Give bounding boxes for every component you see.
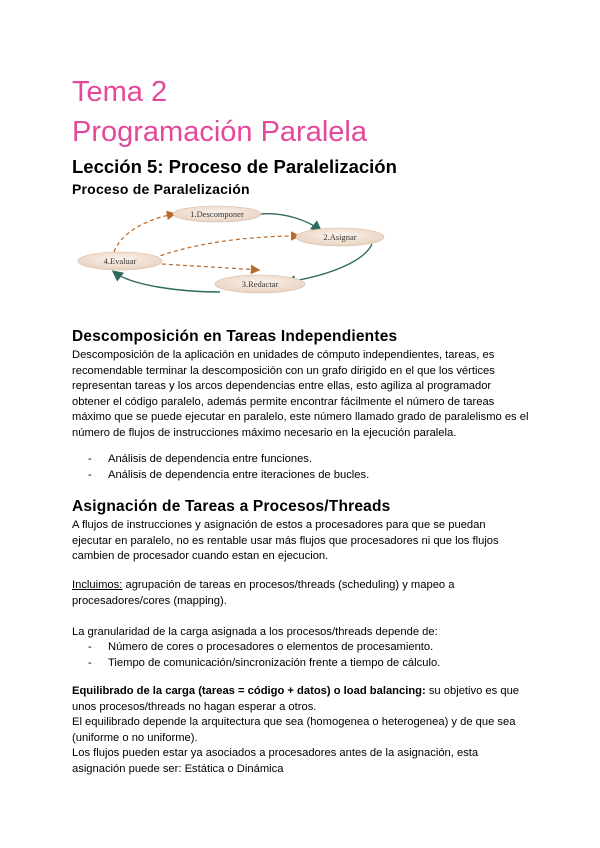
section1-bullet-list: [88, 452, 369, 483]
list-item: [88, 468, 369, 484]
arrow-evaluar-redactar: [162, 264, 258, 270]
paragraph-line: Los flujos pueden estar ya asociados a procesadores antes de la asignación, esta: [72, 747, 479, 759]
bullet-dash: -: [88, 656, 92, 669]
lesson-heading: Lección 5: Proceso de Paralelización: [72, 156, 397, 177]
list-item-text: Análisis de dependencia entre funciones.: [108, 453, 313, 465]
parallelization-cycle-diagram: [72, 200, 402, 310]
list-item: [88, 640, 440, 656]
list-item-text: Tiempo de comunicación/sincronización frente a tiempo de cálculo.: [108, 656, 441, 669]
paragraph-line: procesadores/cores (mapping).: [72, 594, 227, 607]
list-item: [88, 452, 369, 468]
node-evaluar-label: 4.Evaluar: [103, 256, 137, 266]
load-balancing-paragraph: [72, 684, 542, 777]
granularity-line: La granularidad de la carga asignada a los procesos/threads depende de:: [72, 626, 438, 638]
section1-paragraph: [72, 348, 532, 441]
arrow-evaluar-asignar: [154, 236, 298, 258]
paragraph-line: obtener el código paralelo, además permite encontrar fácilmente el número de tareas: [72, 395, 495, 408]
bullet-dash: -: [88, 468, 92, 481]
arrow-descomponer-asignar: [260, 214, 320, 230]
arrow-evaluar-descomponer: [114, 214, 174, 252]
include-text: agrupación de tareas en procesos/threads (scheduling) y mapeo a: [122, 579, 455, 591]
arrow-asignar-redactar: [287, 244, 372, 282]
node-descomponer: [173, 206, 261, 222]
section1-heading: Descomposición en Tareas Independientes: [72, 328, 398, 345]
paragraph-line: El equilibrado depende la arquitectura que sea (homogenea o heterogenea) y de que sea: [72, 716, 516, 728]
paragraph-line: [72, 684, 542, 700]
paragraph-line: A flujos de instrucciones y asignación de estos a procesadores para que se puedan: [72, 519, 486, 531]
list-item-text: Número de cores o procesadores o elementos de procesamiento.: [108, 641, 434, 653]
section2-include: [72, 578, 532, 609]
paragraph-line: recomendable terminar la descomposición con un grafo dirigido en el que los vértices: [72, 364, 495, 377]
paragraph-line: ejecutar en paralelo, no es rentable usar más flujos que procesadores ni que los flujos: [72, 534, 499, 547]
node-evaluar: [78, 252, 162, 270]
section2-intro: [72, 518, 532, 565]
paragraph-line: (uniforme o no uniforme).: [72, 731, 198, 744]
bullet-dash: -: [88, 453, 92, 465]
list-item-text: Análisis de dependencia entre iteraciones de bucles.: [108, 468, 370, 481]
section2-bullet-list: [88, 640, 440, 671]
node-redactar: [215, 275, 305, 293]
paragraph-line: unos procesos/threads no hagan esperar a otros.: [72, 700, 317, 713]
bullet-dash: -: [88, 641, 92, 653]
include-label: Incluimos:: [72, 579, 123, 591]
paragraph-line: cambien de procesador cuando estan en ejecucion.: [72, 550, 329, 562]
paragraph-line: número de flujos de instrucciones máximo necesario en la ejecución paralela.: [72, 426, 457, 439]
node-descomponer-label: 1.Descomponer: [190, 209, 244, 219]
list-item: [88, 656, 440, 672]
node-redactar-label: 3.Redactar: [241, 279, 279, 289]
load-balancing-text: su objetivo es que: [425, 685, 520, 697]
node-asignar: [296, 228, 384, 246]
paragraph-line: asignación puede ser: Estática o Dinámica: [72, 762, 284, 775]
paragraph-line: [72, 578, 532, 594]
topic-title: Tema 2: [72, 76, 168, 108]
section-subtitle: Proceso de Paralelización: [72, 181, 250, 197]
course-title: Programación Paralela: [72, 116, 367, 148]
node-asignar-label: 2.Asignar: [323, 232, 357, 242]
paragraph-line: máximo que se puede ejecutar en paralelo, este número llamado grado de paralelismo es el: [72, 411, 529, 423]
paragraph-line: representan tareas y los arcos dependencias entre ellas, esto agiliza al programador: [72, 380, 492, 392]
load-balancing-label: Equilibrado de la carga (tareas = código + datos) o load balancing:: [72, 685, 426, 697]
arrow-redactar-evaluar: [114, 272, 220, 292]
paragraph-line: Descomposición de la aplicación en unidades de cómputo independientes, tareas, es: [72, 349, 495, 361]
section2-heading: Asignación de Tareas a Procesos/Threads: [72, 498, 391, 515]
